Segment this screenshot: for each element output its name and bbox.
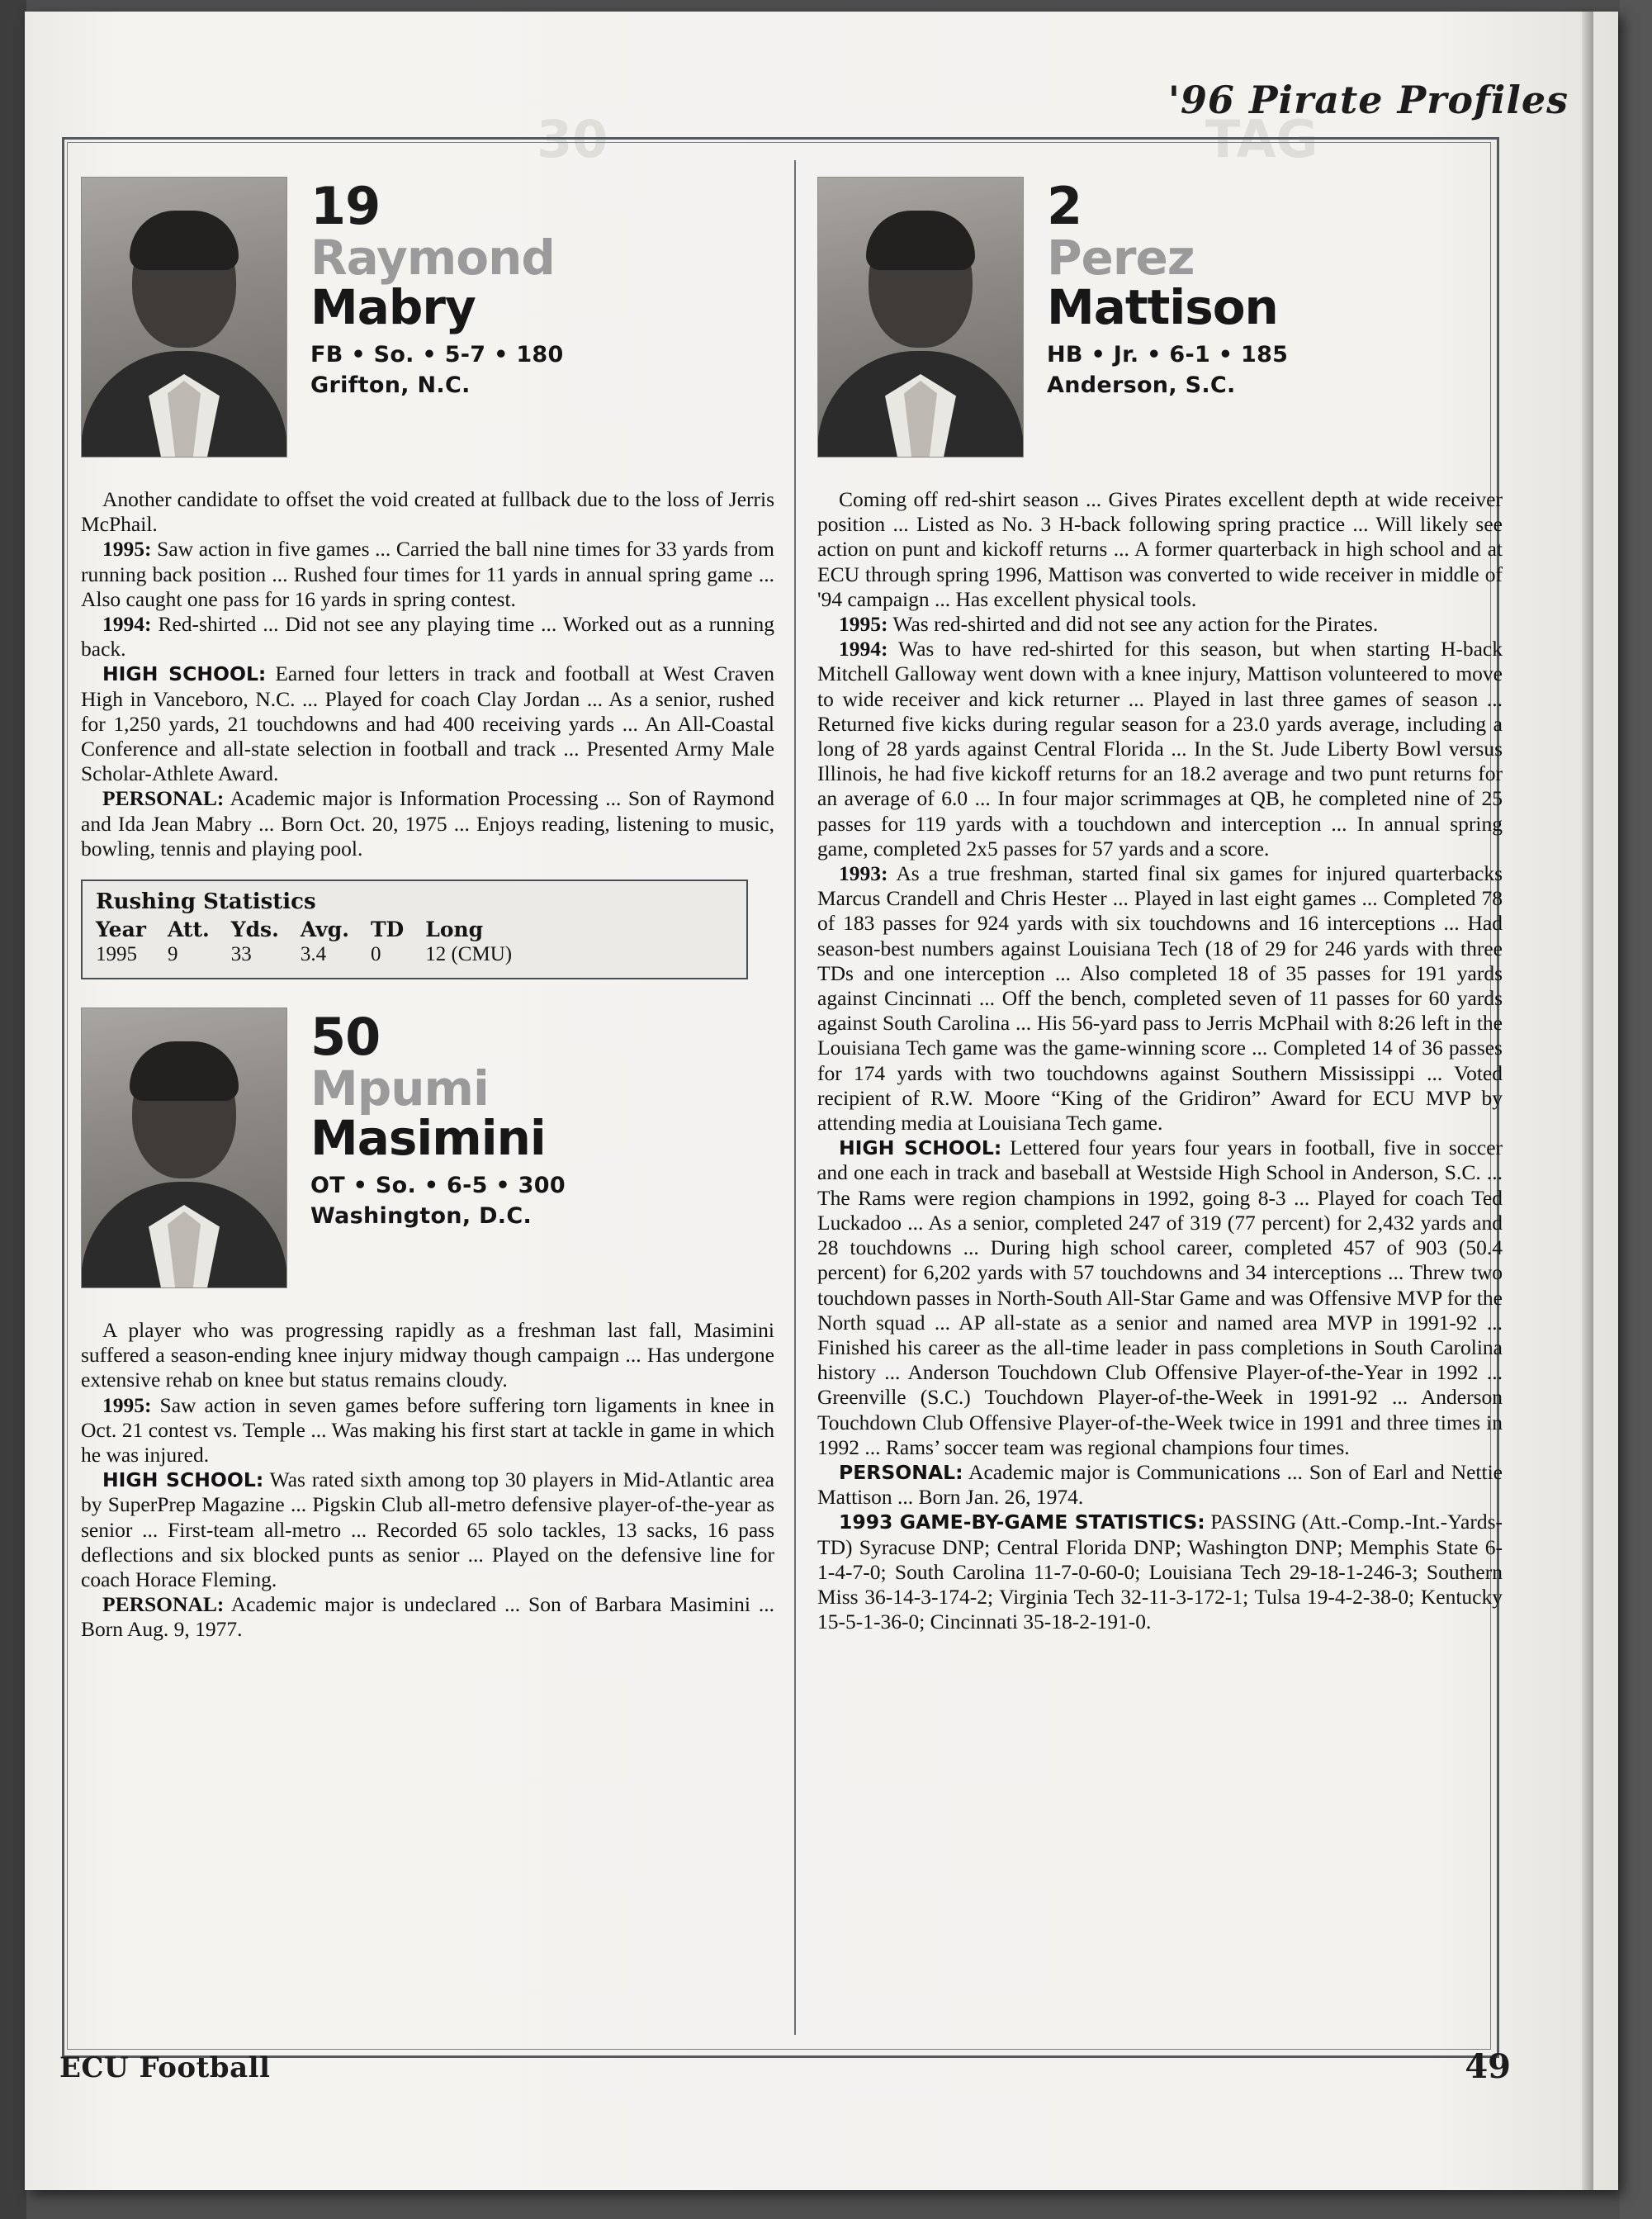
page-title: '96 Pirate Profiles	[1167, 78, 1569, 122]
bio-section	[81, 1467, 774, 1592]
footer-publication-name: ECU Football	[59, 2051, 271, 2084]
bio-section	[817, 612, 1503, 637]
bio-section-text: Saw action in seven games before suffering torn ligaments in knee in Oct. 21 contest vs. Temple ... Was making his first start at tackle in game in which he was injured.	[81, 1392, 774, 1467]
bio-intro: A player who was progressing rapidly as a freshman last fall, Masimini suffered a season-ending knee injury midway though campaign ... Has undergone extensive rehab on knee but status remains cloudy.	[81, 1318, 774, 1392]
bio-section-text: Red-shirted ... Did not see any playing time ... Worked out as a running back.	[81, 612, 775, 661]
stats-col-att: Att.	[167, 917, 210, 942]
stats-cell-att: 9	[167, 943, 178, 966]
page-edge-shadow	[1582, 12, 1593, 2190]
player-profile-mattison	[817, 177, 1503, 474]
bio-section-text: Was to have red-shirted for this season, but when starting H-back Mitchell Galloway went down with a knee injury, Mattison volunteered to move to wide receiver and kick returner ... Played in last three games of season ... Returned five kicks during regular season for a 23.0 yards average, including a long of 28 yards against Central Florida ... In the St. Jude Liberty Bowl versus Illinois, he had five kickoff returns for an 18.2 average and two punt returns for an average of 6.0 ... In four major scrimmages at QB, he completed nine of 25 passes for 119 yards with a touchdown and interception ... In annual spring game, completed 2x5 passes for 57 yards and a score.	[817, 637, 1503, 861]
bio-section-label: HIGH SCHOOL:	[839, 1136, 1002, 1160]
scan-left-gutter	[0, 0, 26, 2219]
player-first-name: Mpumi	[310, 1060, 489, 1117]
player-hometown: Anderson, S.C.	[1047, 372, 1236, 399]
bio-section-text: Academic major is undeclared ... Son of Barbara Masimini ... Born Aug. 9, 1977.	[81, 1592, 774, 1642]
bio-section-label: 1995:	[839, 612, 888, 637]
bio-section	[81, 661, 774, 786]
bio-section	[817, 637, 1503, 861]
bio-section-label: 1994:	[839, 637, 888, 661]
table-row	[96, 943, 533, 966]
bio-section-label: PERSONAL:	[102, 786, 225, 811]
player-vitals: OT • So. • 6-5 • 300	[310, 1173, 566, 1199]
bio-section-text: Academic major is Information Processing ... Son of Raymond and Ida Jean Mabry ... Born Oct. 20, 1975 ... Enjoys reading, listening to music, bowling, tennis and playing pool.	[81, 786, 775, 861]
bio-section-text: Was rated sixth among top 30 players in Mid-Atlantic area by SuperPrep Magazine ... Pigskin Club all-metro defensive player-of-the-year as senior ... First-team all-metro ... Recorded 65 solo tackles, 13 sacks, 16 pass deflections and six blocked punts as senior ... Played on the defensive line for coach Horace Fleming.	[81, 1467, 775, 1592]
bio-intro: Another candidate to offset the void created at fullback due to the loss of Jerris McPhail.	[81, 487, 774, 537]
bio-section-label: 1993 GAME-BY-GAME STATISTICS:	[839, 1510, 1205, 1534]
player-photo-masimini	[81, 1008, 287, 1288]
bio-section-label: 1995:	[102, 1392, 152, 1417]
player-vitals: FB • So. • 5-7 • 180	[310, 342, 564, 368]
bio-section	[81, 537, 774, 612]
page-surface	[25, 12, 1618, 2190]
showthrough-ghost-left: 30	[537, 109, 608, 169]
player-vitals: HB • Jr. • 6-1 • 185	[1047, 342, 1289, 368]
bio-section-label: PERSONAL:	[839, 1460, 963, 1484]
column-divider	[794, 160, 796, 2035]
stats-col-year: Year	[96, 917, 146, 942]
stats-cell-long: 12 (CMU)	[425, 943, 513, 966]
player-photo-mabry	[81, 177, 287, 458]
bio-intro: Coming off red-shirt season ... Gives Pirates excellent depth at wide receiver position ... Listed as No. 3 H-back following spring practice ... Will likely see action on punt and kickoff returns ... A former quarterback in high school and at ECU through spring 1996, Mattison was converted to wide receiver in middle of '94 campaign ... Has excellent physical tools.	[817, 487, 1503, 611]
player-bio-mabry	[81, 487, 774, 861]
bio-section-label: 1994:	[102, 612, 152, 637]
stats-title: Rushing Statistics	[96, 889, 316, 915]
stats-cell-td: 0	[370, 943, 381, 966]
player-last-name: Mattison	[1047, 278, 1278, 335]
stats-table	[96, 917, 533, 966]
bio-section	[817, 861, 1503, 1136]
bio-section-label: 1993:	[839, 861, 888, 886]
player-meta-masimini	[310, 1008, 774, 1229]
bio-section-label: PERSONAL:	[102, 1592, 225, 1617]
bio-section	[81, 1393, 774, 1468]
jersey-number: 2	[1047, 176, 1082, 236]
jersey-number: 19	[310, 176, 381, 236]
bio-section	[817, 1136, 1503, 1460]
scan-right-gutter	[1620, 0, 1652, 2219]
bio-section-text: As a true freshman, started final six games for injured quarterbacks Marcus Crandell and Chris Hester ... Played in last eight games ... Completed 78 of 183 passes for 924 yards with six touchdowns and 16 interceptions ... Had season-best numbers against Louisiana Tech (18 of 29 for 246 yards with three TDs and one interception ... Also completed 18 of 35 passes for 191 yards against Cincinnati ... Off the bench, completed seven of 11 passes for 60 yards against South Carolina ... His 56-yard pass to Jerris McPhail with 8:26 left in the Louisiana Tech game was the game-winning score ... Completed 14 of 36 passes for 174 yards with two touchdowns against Southern Mississippi ... Voted recipient of R.W. Moore “King of the Gridiron” Award for ECU MVP by attending media at Louisiana Tech game.	[817, 861, 1503, 1136]
bio-section-label: 1995:	[102, 537, 152, 562]
player-bio-mattison	[817, 487, 1503, 1634]
player-meta-mabry	[310, 177, 774, 398]
stats-cell-year: 1995	[96, 943, 137, 966]
bio-section-text: Saw action in five games ... Carried the ball nine times for 33 yards from running back position ... Rushed four times for 11 yards in annual spring game ... Also caught one pass for 16 yards in spring contest.	[81, 537, 774, 611]
player-photo-mattison	[817, 177, 1024, 458]
footer-page-number: 49	[1465, 2047, 1511, 2086]
bio-section	[81, 612, 774, 661]
player-profile-mabry	[81, 177, 774, 474]
player-first-name: Raymond	[310, 229, 555, 286]
bio-section-label: HIGH SCHOOL:	[102, 662, 267, 686]
stats-header-row	[96, 917, 533, 943]
player-bio-masimini	[81, 1318, 774, 1643]
bio-section-text: PASSING (Att.-Comp.-Int.-Yards-TD) Syracuse DNP; Central Florida DNP; Washington DNP; Memphis State 6-1-4-7-0; South Carolina 11-7-0-60-0; Louisiana Tech 29-18-1-246-3; Southern Miss 36-14-3-174-2; Virginia Tech 32-11-3-172-1; Tulsa 19-4-2-38-0; Kentucky 15-5-1-36-0; Cincinnati 35-18-2-191-0.	[817, 1510, 1503, 1634]
bio-section	[817, 1460, 1503, 1510]
right-column	[817, 177, 1503, 1634]
player-hometown: Washington, D.C.	[310, 1203, 533, 1230]
stats-cell-yds: 33	[230, 943, 252, 966]
bio-section	[81, 786, 774, 861]
jersey-number: 50	[310, 1007, 381, 1068]
bio-section-text: Academic major is Communications ... Son of Earl and Nettie Mattison ... Born Jan. 26, 1974.	[817, 1459, 1503, 1510]
bio-section	[817, 1510, 1503, 1634]
stats-cell-avg: 3.4	[300, 943, 327, 966]
stats-col-long: Long	[425, 917, 484, 942]
stats-col-yds: Yds.	[230, 917, 279, 942]
player-first-name: Perez	[1047, 229, 1195, 286]
player-meta-mattison	[1047, 177, 1503, 398]
showthrough-ghost-right: TAG	[1205, 109, 1318, 169]
bio-section-text: Was red-shirted and did not see any action for the Pirates.	[892, 612, 1379, 637]
player-last-name: Mabry	[310, 278, 476, 335]
bio-section-text: Lettered four years four years in football, five in soccer and one each in track and baseball at Westside High School in Anderson, S.C. ... The Rams were region champions in 1992, going 8-3 ... Played for coach Ted Luckadoo ... As a senior, completed 247 of 319 (77 percent) for 2,432 yards and 28 touchdowns ... During high school career, completed 457 of 903 (50.4 percent) for 6,202 yards with 57 touchdowns and 34 interceptions ... Threw two touchdown passes in North-South All-Star Game and was Offensive MVP for the North squad ... AP all-state as a senior and named area MVP in 1991-92 ... Finished his career as the all-time leader in pass completions in South Carolina history ... Anderson Touchdown Club Offensive Player-of-the-Year in 1992 ... Greenville (S.C.) Touchdown Player-of-the-Week in 1991-92 ... Anderson Touchdown Club Offensive Player-of-the-Week twice in 1991 and three times in 1992 ... Rams’ soccer team was regional champions four times.	[817, 1136, 1503, 1459]
bio-section	[81, 1592, 774, 1642]
player-last-name: Masimini	[310, 1109, 546, 1166]
bio-section-label: HIGH SCHOOL:	[102, 1468, 264, 1492]
stats-col-td: TD	[370, 917, 405, 942]
rushing-statistics-box	[81, 880, 748, 979]
stats-col-avg: Avg.	[300, 917, 349, 942]
bio-section-text: Earned four letters in track and football at West Craven High in Vanceboro, N.C. ... Played for coach Clay Jordan ... As a senior, rushed for 1,250 yards, 21 touchdowns and had 400 receiving yards ... An All-Coastal Conference and all-state selection in football and track ... Presented Army Male Scholar-Athlete Award.	[81, 661, 775, 786]
left-column	[81, 177, 774, 1643]
document-page	[25, 12, 1618, 2190]
player-profile-masimini	[81, 1008, 774, 1305]
player-hometown: Grifton, N.C.	[310, 372, 471, 399]
